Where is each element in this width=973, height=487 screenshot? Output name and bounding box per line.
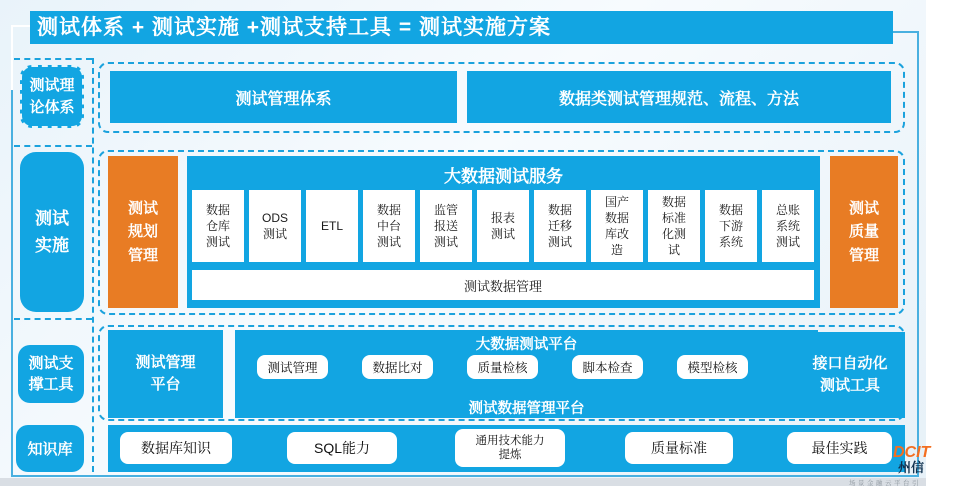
left-separator-2 xyxy=(14,318,92,320)
service-item: 国产 数据 库改 造 xyxy=(591,190,643,262)
frame-top-right-connector xyxy=(893,31,919,33)
platform-item: 数据比对 xyxy=(362,355,433,379)
brand-tagline: 场景金融云平台引 xyxy=(849,480,921,487)
service-item: 报表 测试 xyxy=(477,190,529,262)
frame-bottom-line xyxy=(11,475,919,477)
bigdata-test-service-title: 大数据测试服务 xyxy=(444,167,563,186)
knowledge-item: SQL能力 xyxy=(287,432,397,464)
bottom-edge-strip xyxy=(0,478,926,486)
test-data-management-bar: 测试数据管理 xyxy=(192,270,814,300)
service-item: ODS 测试 xyxy=(249,190,301,262)
left-column-divider xyxy=(92,58,94,472)
test-data-management-platform-title: 测试数据管理平台 xyxy=(468,401,585,417)
data-test-standards-box: 数据类测试管理规范、流程、方法 xyxy=(467,71,891,123)
service-item: 数据 迁移 测试 xyxy=(534,190,586,262)
test-management-system-box: 测试管理体系 xyxy=(110,71,457,123)
test-quality-management-box: 测试 质量 管理 xyxy=(830,156,898,308)
knowledge-item: 通用技术能力 提炼 xyxy=(455,429,565,467)
service-item: 数据 中台 测试 xyxy=(363,190,415,262)
knowledge-item: 质量标准 xyxy=(625,432,733,464)
page-title: 测试体系 + 测试实施 +测试支持工具 = 测试实施方案 xyxy=(30,11,893,44)
frame-left-line xyxy=(11,25,13,477)
platform-item: 测试管理 xyxy=(257,355,328,379)
platform-item: 质量检核 xyxy=(467,355,538,379)
brand-logo-wordmark: DCIT xyxy=(893,444,931,461)
knowledge-item: 数据库知识 xyxy=(120,432,232,464)
left-separator-top xyxy=(14,58,92,60)
service-item: ETL xyxy=(306,190,358,262)
sidebar-item-support-tools: 测试支 撑工具 xyxy=(18,345,84,403)
sidebar-item-implementation: 测试 实施 xyxy=(20,152,84,312)
knowledge-item: 最佳实践 xyxy=(787,432,892,464)
service-item: 数据 下游 系统 xyxy=(705,190,757,262)
platform-item: 模型检核 xyxy=(677,355,748,379)
frame-right-line xyxy=(917,31,919,477)
bigdata-test-platform-title: 大数据测试平台 xyxy=(475,337,578,353)
service-item: 监管 报送 测试 xyxy=(420,190,472,262)
test-management-platform-box: 测试管理 平台 xyxy=(108,330,223,418)
service-item: 数据 仓库 测试 xyxy=(192,190,244,262)
sidebar-item-theory: 测试理 论体系 xyxy=(20,65,84,128)
brand-logo-cn: 州信 xyxy=(898,460,925,475)
test-planning-management-box: 测试 规划 管理 xyxy=(108,156,178,308)
service-item: 数据 标准 化测 试 xyxy=(648,190,700,262)
frame-top-left-connector xyxy=(11,25,31,27)
sidebar-item-knowledge: 知识库 xyxy=(16,425,84,472)
api-automation-tool-box: 接口自动化 测试工具 xyxy=(795,332,905,418)
platform-item: 脚本检查 xyxy=(572,355,643,379)
left-separator-1 xyxy=(14,145,92,147)
service-item: 总账 系统 测试 xyxy=(762,190,814,262)
